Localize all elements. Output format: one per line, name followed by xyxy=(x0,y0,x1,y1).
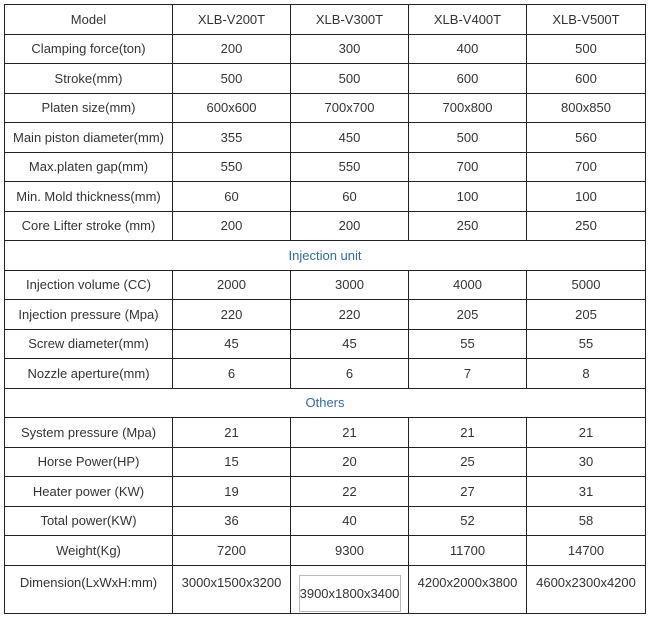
value-cell: 500 xyxy=(173,64,291,94)
spec-table-body xyxy=(5,5,646,614)
value-cell xyxy=(291,565,409,613)
value-cell: 45 xyxy=(173,329,291,359)
value-cell: 700x800 xyxy=(409,93,527,123)
table-row xyxy=(5,152,646,182)
value-cell: 21 xyxy=(527,418,646,448)
row-label-cell: Clamping force(ton) xyxy=(5,34,173,64)
table-row xyxy=(5,93,646,123)
row-label-cell: Model xyxy=(5,5,173,35)
row-label-cell: Screw diameter(mm) xyxy=(5,329,173,359)
value-cell: 600 xyxy=(409,64,527,94)
value-cell: 4200x2000x3800 xyxy=(409,565,527,613)
value-cell: 55 xyxy=(527,329,646,359)
value-cell: 100 xyxy=(527,182,646,212)
section-row-others xyxy=(5,388,646,418)
row-label-cell: Main piston diameter(mm) xyxy=(5,123,173,153)
value-cell: 6 xyxy=(291,359,409,389)
value-cell: 14700 xyxy=(527,536,646,566)
dimension-row xyxy=(5,565,646,613)
value-cell: 11700 xyxy=(409,536,527,566)
value-cell: 560 xyxy=(527,123,646,153)
value-cell: 250 xyxy=(527,211,646,241)
value-cell: 600 xyxy=(527,64,646,94)
row-label-cell: Injection volume (CC) xyxy=(5,270,173,300)
value-cell: 550 xyxy=(173,152,291,182)
table-row xyxy=(5,64,646,94)
section-row-injection xyxy=(5,241,646,271)
value-cell: 700 xyxy=(409,152,527,182)
table-row xyxy=(5,477,646,507)
value-cell: 19 xyxy=(173,477,291,507)
table-row xyxy=(5,211,646,241)
row-label-cell: Core Lifter stroke (mm) xyxy=(5,211,173,241)
value-cell: XLB-V400T xyxy=(409,5,527,35)
value-cell: 60 xyxy=(291,182,409,212)
value-cell: 6 xyxy=(173,359,291,389)
value-cell: 22 xyxy=(291,477,409,507)
value-cell: 800x850 xyxy=(527,93,646,123)
value-cell: 21 xyxy=(409,418,527,448)
value-cell: 500 xyxy=(527,34,646,64)
section-title: Others xyxy=(5,388,646,418)
row-label-cell: Horse Power(HP) xyxy=(5,447,173,477)
value-cell: 200 xyxy=(173,34,291,64)
value-cell: 30 xyxy=(527,447,646,477)
value-cell: 21 xyxy=(291,418,409,448)
value-cell: 400 xyxy=(409,34,527,64)
value-cell: 52 xyxy=(409,506,527,536)
row-label-cell: Dimension(LxWxH:mm) xyxy=(5,565,173,613)
value-cell: 700x700 xyxy=(291,93,409,123)
value-cell: 300 xyxy=(291,34,409,64)
table-row xyxy=(5,123,646,153)
table-row xyxy=(5,506,646,536)
value-cell: 7 xyxy=(409,359,527,389)
row-label-cell: Injection pressure (Mpa) xyxy=(5,300,173,330)
value-cell: 21 xyxy=(173,418,291,448)
header-row xyxy=(5,5,646,35)
value-cell: 500 xyxy=(291,64,409,94)
value-cell: 55 xyxy=(409,329,527,359)
value-cell: 700 xyxy=(527,152,646,182)
value-cell: 3000 xyxy=(291,270,409,300)
row-label-cell: Platen size(mm) xyxy=(5,93,173,123)
value-cell: 220 xyxy=(291,300,409,330)
row-label-cell: Max.platen gap(mm) xyxy=(5,152,173,182)
row-label-cell: Heater power (KW) xyxy=(5,477,173,507)
spec-table xyxy=(4,4,646,614)
value-cell: 200 xyxy=(173,211,291,241)
value-cell: 4000 xyxy=(409,270,527,300)
value-cell: 2000 xyxy=(173,270,291,300)
value-cell: 58 xyxy=(527,506,646,536)
value-cell: 27 xyxy=(409,477,527,507)
value-cell: 500 xyxy=(409,123,527,153)
table-row xyxy=(5,182,646,212)
value-cell: 200 xyxy=(291,211,409,241)
value-cell: 4600x2300x4200 xyxy=(527,565,646,613)
row-label-cell: Min. Mold thickness(mm) xyxy=(5,182,173,212)
row-label-cell: Weight(Kg) xyxy=(5,536,173,566)
value-cell: 31 xyxy=(527,477,646,507)
table-row xyxy=(5,329,646,359)
table-row xyxy=(5,359,646,389)
value-cell: 550 xyxy=(291,152,409,182)
value-cell: 205 xyxy=(527,300,646,330)
value-cell: 100 xyxy=(409,182,527,212)
table-row xyxy=(5,447,646,477)
dimension-value-box: 3900x1800x3400 xyxy=(299,575,401,612)
value-cell: 25 xyxy=(409,447,527,477)
row-label-cell: Total power(KW) xyxy=(5,506,173,536)
section-title: Injection unit xyxy=(5,241,646,271)
table-row xyxy=(5,536,646,566)
value-cell: 15 xyxy=(173,447,291,477)
table-row xyxy=(5,418,646,448)
row-label-cell: Stroke(mm) xyxy=(5,64,173,94)
value-cell: 45 xyxy=(291,329,409,359)
value-cell: 450 xyxy=(291,123,409,153)
value-cell: 355 xyxy=(173,123,291,153)
value-cell: 5000 xyxy=(527,270,646,300)
table-row xyxy=(5,300,646,330)
value-cell: 60 xyxy=(173,182,291,212)
value-cell: 7200 xyxy=(173,536,291,566)
value-cell: 8 xyxy=(527,359,646,389)
value-cell: XLB-V200T xyxy=(173,5,291,35)
table-row xyxy=(5,34,646,64)
value-cell: XLB-V500T xyxy=(527,5,646,35)
value-cell: 600x600 xyxy=(173,93,291,123)
row-label-cell: Nozzle aperture(mm) xyxy=(5,359,173,389)
row-label-cell: System pressure (Mpa) xyxy=(5,418,173,448)
table-row xyxy=(5,270,646,300)
value-cell: 36 xyxy=(173,506,291,536)
value-cell: XLB-V300T xyxy=(291,5,409,35)
value-cell: 220 xyxy=(173,300,291,330)
value-cell: 250 xyxy=(409,211,527,241)
value-cell: 20 xyxy=(291,447,409,477)
value-cell: 40 xyxy=(291,506,409,536)
value-cell: 9300 xyxy=(291,536,409,566)
value-cell: 3000x1500x3200 xyxy=(173,565,291,613)
value-cell: 205 xyxy=(409,300,527,330)
